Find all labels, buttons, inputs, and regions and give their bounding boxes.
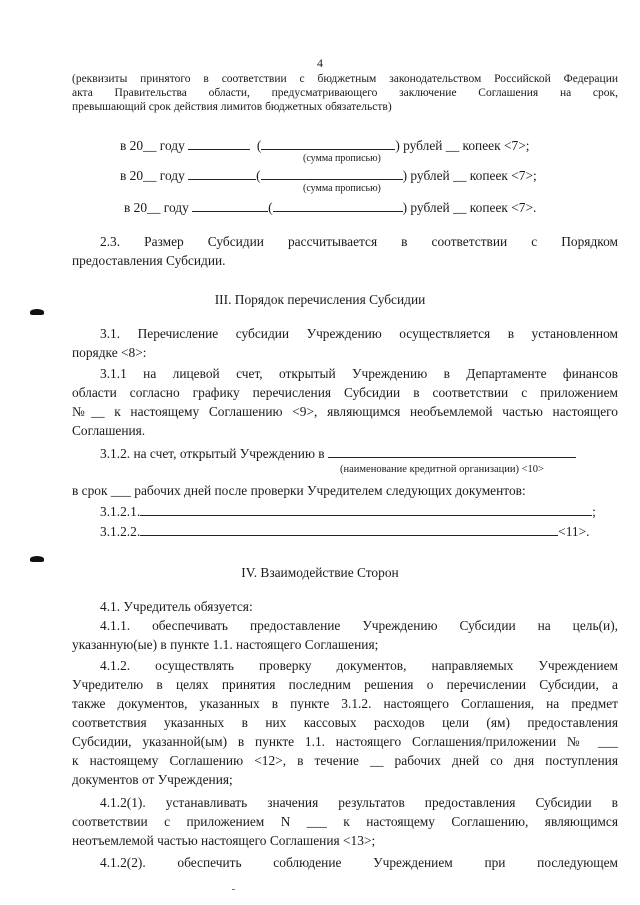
paragraph-3-1-1-line-2: области согласно графику перечисления Субсидии в соответствии с приложением [72, 385, 618, 400]
amount-blank [192, 199, 268, 212]
paragraph-3-1-1-line-3: №__ к настоящему Соглашению <9>, являющимся необъемлемой частью настоящего [72, 404, 618, 419]
header-note-line-2: акта Правительства области, предусматривающего заключение Соглашения на срок, [72, 87, 618, 99]
amount-row-prefix: в 20__ году [124, 200, 189, 215]
paragraph-3-1-2-line-2: в срок ___ рабочих дней после проверки Учредителем следующих документов: [72, 483, 526, 498]
paragraph-4-1-2-line-5: Субсидии, указанной(ым) в пункте 1.1. настоящего Соглашения/приложении № ___ [72, 734, 618, 749]
amount-blank [188, 167, 256, 180]
paragraph-3-1-1-line-1: 3.1.1 на лицевой счет, открытый Учреждению в Департаменте финансов [100, 366, 618, 381]
section-3-title: III. Порядок перечисления Субсидии [214, 292, 426, 307]
paragraph-4-1-2-line-2: Учредителю в целях принятия последним решения о перечислении Субсидии, а [72, 677, 618, 692]
paragraph-4-1-2-line-3: также документов, указанных в пункте 3.1.2. настоящего Соглашения, на предмет [72, 696, 618, 711]
item-label: 3.1.2.1. [100, 504, 141, 519]
paragraph-3-1-1-line-4: Соглашения. [72, 423, 146, 438]
item-blank [140, 503, 592, 516]
amount-words-blank [261, 167, 403, 180]
item-blank [140, 523, 558, 536]
header-note-line-3: превышающий срок действия лимитов бюджетных обязательств) [72, 101, 392, 113]
amount-words-blank [261, 137, 395, 150]
paragraph-2-3-line-2: предоставления Субсидии. [72, 253, 226, 268]
paragraph-4-1-2-1-line-1: 4.1.2(1). устанавливать значения результатов предоставления Субсидии в [100, 795, 618, 810]
amount-row-caption: (сумма прописью) [303, 183, 381, 194]
amount-row-suffix: ) рублей __ копеек <7>; [395, 138, 530, 153]
paragraph-4-1-2-1-line-3: неотъемлемой частью настоящего Соглашения <13>; [72, 833, 376, 848]
list-item: 3.1.2.2. <11>. [100, 524, 590, 539]
paragraph-4-1-1-line-1: 4.1.1. обеспечивать предоставление Учреждению Субсидии на цель(и), [100, 618, 618, 633]
paragraph-4-1-2-2-line-1: 4.1.2(2). обеспечить соблюдение Учреждением при последующем [100, 855, 618, 870]
paragraph-2-3-line-1: 2.3. Размер Субсидии рассчитывается в соответствии с Порядком [100, 234, 618, 249]
bank-name-caption: (наименование кредитной организации) <10> [340, 464, 544, 475]
paragraph-4-1-1-line-2: указанную(ые) в пункте 1.1. настоящего Соглашения; [72, 637, 379, 652]
amount-row-2: в 20__ году ( ) рублей __ копеек <7>; [120, 168, 537, 183]
paragraph-4-1-2-line-4: соответствия указанных в них кассовых расходов цели (ям) предоставления [72, 715, 618, 730]
paragraph-3-1-line-2: порядке <8>: [72, 345, 147, 360]
amount-blank [188, 137, 250, 150]
item-label: 3.1.2.2. [100, 524, 141, 539]
amount-row-caption: (сумма прописью) [303, 153, 381, 164]
amount-row-1: в 20__ году ( ) рублей __ копеек <7>; [120, 138, 530, 153]
bank-name-blank [328, 445, 576, 458]
paragraph-4-1: 4.1. Учредитель обязуется: [100, 599, 253, 614]
paragraph-4-1-2-line-6: к настоящему Соглашению <12>, в течение __ рабочих дней со дня поступления [72, 753, 618, 768]
scan-mark [30, 556, 44, 562]
amount-row-3: в 20__ году ( ) рублей __ копеек <7>. [124, 200, 537, 215]
paragraph-3-1-2: 3.1.2. на счет, открытый Учреждению в [100, 444, 576, 463]
header-note-line-1: (реквизиты принятого в соответствии с бюджетным законодательством Российской Федерации [72, 73, 618, 85]
scan-speck [232, 889, 235, 890]
scan-mark [30, 309, 44, 315]
amount-row-prefix: в 20__ году [120, 138, 185, 153]
list-item: 3.1.2.1. ; [100, 504, 596, 519]
amount-words-blank [273, 199, 403, 212]
paragraph-4-1-2-line-1: 4.1.2. осуществлять проверку документов, направляемых Учреждением [100, 658, 618, 673]
amount-row-suffix: ) рублей __ копеек <7>; [402, 168, 537, 183]
section-4-title: IV. Взаимодействие Сторон [241, 565, 399, 580]
paragraph-3-1-line-1: 3.1. Перечисление субсидии Учреждению осуществляется в установленном [100, 326, 618, 341]
paragraph-4-1-2-line-7: документов от Учреждения; [72, 772, 233, 787]
paragraph-4-1-2-1-line-2: соответствии с приложением N ___ к настоящему Соглашению, являющимся [72, 814, 618, 829]
amount-row-suffix: ) рублей __ копеек <7>. [402, 200, 537, 215]
page-number: 4 [317, 56, 323, 70]
amount-row-prefix: в 20__ году [120, 168, 185, 183]
